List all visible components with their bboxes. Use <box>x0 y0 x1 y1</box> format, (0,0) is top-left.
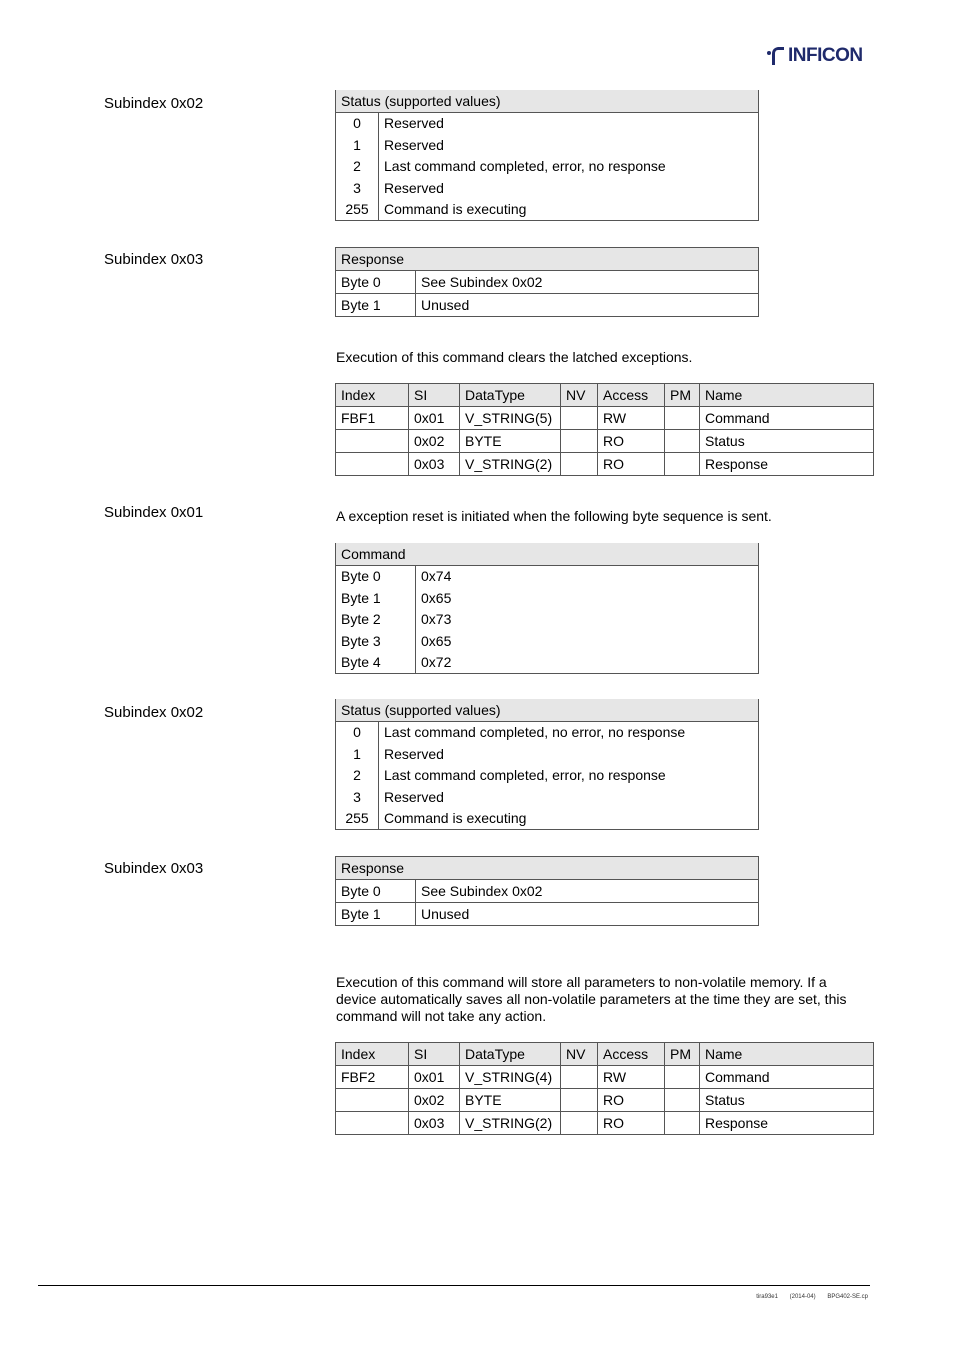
doc-id: tira93e1 <box>756 1294 778 1300</box>
table-header: Status (supported values) <box>336 699 759 721</box>
description-text: A exception reset is initiated when the following byte sequence is sent. <box>336 508 772 524</box>
object-table <box>335 1042 874 1135</box>
table-row: 3 Reserved <box>336 177 759 199</box>
table-row: Byte 0 0x74 <box>336 565 759 587</box>
table-row: 0x02 BYTE RO Status <box>336 1089 874 1112</box>
table-row: FBF2 0x01 V_STRING(4) RW Command <box>336 1066 874 1089</box>
table-row: 1 Reserved <box>336 743 759 765</box>
table-row: FBF1 0x01 V_STRING(5) RW Command <box>336 407 874 430</box>
table-row: 0x02 BYTE RO Status <box>336 430 874 453</box>
table-row: 2 Last command completed, error, no response <box>336 765 759 787</box>
inficon-mark-icon <box>766 45 786 67</box>
inficon-logo <box>766 44 863 68</box>
table-header-row: Index SI DataType NV Access PM Name <box>336 384 874 407</box>
subindex-label: Subindex 0x02 <box>104 704 204 721</box>
table-row: 255 Command is executing <box>336 808 759 830</box>
subindex-label: Subindex 0x03 <box>104 860 204 877</box>
table-row: 1 Reserved <box>336 134 759 156</box>
table-row: Byte 1 Unused <box>336 903 759 926</box>
subindex-label: Subindex 0x02 <box>104 95 204 112</box>
status-table <box>335 90 759 221</box>
table-header-row: Index SI DataType NV Access PM Name <box>336 1043 874 1066</box>
table-row: Byte 3 0x65 <box>336 630 759 652</box>
logo-text: INFICON <box>788 45 863 66</box>
table-header: Status (supported values) <box>336 90 759 112</box>
table-row: Byte 1 Unused <box>336 294 759 317</box>
table-row: 3 Reserved <box>336 786 759 808</box>
table-row: Byte 0 See Subindex 0x02 <box>336 880 759 903</box>
doc-file: BPG402-SE.cp <box>827 1294 868 1300</box>
table-row: 2 Last command completed, error, no response <box>336 156 759 178</box>
table-header: Response <box>336 857 759 880</box>
table-header: Command <box>336 543 759 565</box>
table-row: Byte 2 0x73 <box>336 609 759 631</box>
command-table <box>335 543 759 674</box>
table-row: Byte 0 See Subindex 0x02 <box>336 271 759 294</box>
response-table <box>335 856 759 926</box>
response-table <box>335 247 759 317</box>
table-row: 0 Reserved <box>336 112 759 134</box>
table-row: 255 Command is executing <box>336 199 759 221</box>
subindex-label: Subindex 0x03 <box>104 251 204 268</box>
doc-date: (2014-04) <box>789 1294 816 1300</box>
table-row: 0 Last command completed, no error, no response <box>336 721 759 743</box>
subindex-label: Subindex 0x01 <box>104 504 204 521</box>
table-row: 0x03 V_STRING(2) RO Response <box>336 1112 874 1135</box>
table-row: 0x03 V_STRING(2) RO Response <box>336 453 874 476</box>
object-table <box>335 383 874 476</box>
table-row: Byte 1 0x65 <box>336 587 759 609</box>
footer-divider <box>38 1285 870 1286</box>
page-footer <box>746 1294 868 1300</box>
table-row: Byte 4 0x72 <box>336 652 759 674</box>
table-header: Response <box>336 248 759 271</box>
status-table <box>335 699 759 830</box>
description-text: Execution of this command clears the latched exceptions. <box>336 349 693 365</box>
description-text: Execution of this command will store all parameters to non-volatile memory. If a device automatically saves all non-volatile parameters at the time they are set, this command will not take any action. <box>336 974 847 1024</box>
